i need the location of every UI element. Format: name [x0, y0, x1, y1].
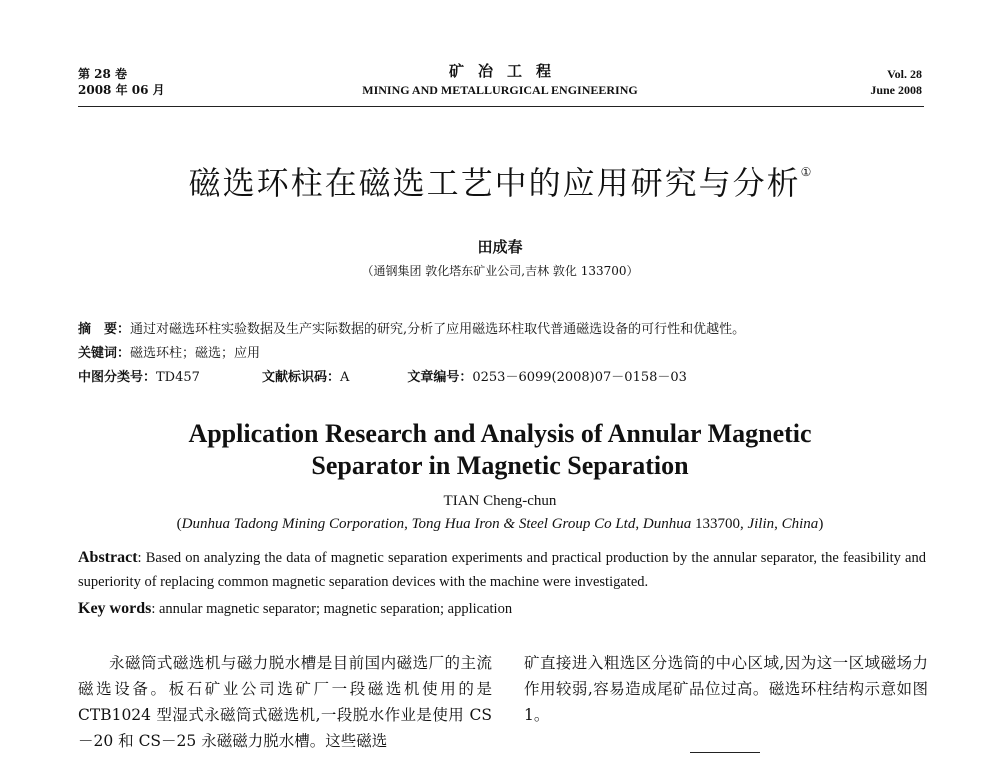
header-right: [870, 66, 922, 98]
volume-cn: 第 28 卷: [78, 67, 128, 81]
date-cn: 2008 年 06 月: [78, 83, 165, 97]
affil-org1: Dunhua Tadong Mining Corporation: [181, 516, 405, 532]
classification-row: [78, 366, 687, 385]
paper-title-cn: [0, 158, 1000, 204]
title-footnote-mark: ①: [800, 165, 812, 179]
keywords-en-label: Key words: [78, 600, 152, 617]
clc-number: TD457: [156, 370, 200, 385]
keywords-en-text: annular magnetic separator; magnetic separation; application: [158, 601, 513, 617]
date-en: June 2008: [870, 83, 922, 97]
affil-sep3: ,: [739, 516, 748, 532]
abstract-en: [78, 546, 926, 594]
affil-sep2: ,: [635, 516, 643, 532]
journal-title-cn: 矿冶工程: [448, 62, 565, 80]
article-number-label: 文章编号：: [407, 370, 473, 385]
affil-province: Jilin: [747, 516, 775, 532]
keywords-en: [78, 600, 512, 618]
keywords-cn-label: 关键词：: [78, 346, 131, 361]
affiliation-cn: （通钢集团 敦化塔东矿业公司,吉林 敦化 133700）: [361, 264, 639, 278]
abstract-en-text: Based on analyzing the data of magnetic separation experiments and practical production by the annular separator, the feasibility and superiority of replacing common magnetic separation devices with the machine were investigated.: [78, 550, 926, 590]
affil-sep1: ,: [404, 516, 412, 532]
body-paragraph-right: 矿直接进入粗选区分选筒的中心区域,因为这一区域磁场力作用较弱,容易造成尾矿品位过高。磁选环柱结构示意如图 1。: [524, 654, 928, 724]
paper-title-en-line2: Separator in Magnetic Separation: [311, 451, 689, 480]
paper-title-en: [0, 418, 1000, 482]
body-paragraph-left: 永磁筒式磁选机与磁力脱水槽是目前国内磁选厂的主流磁选设备。板石矿业公司选矿厂一段磁选机使用的是 CTB1024 型湿式永磁筒式磁选机,一段脱水作业是使用 CS－20 和 CS－25 永磁磁力脱水槽。这些磁选: [78, 654, 492, 750]
abstract-cn-label: 摘 要：: [78, 322, 131, 337]
doc-code: A: [339, 370, 350, 385]
header-center: [330, 60, 670, 98]
header-left: [78, 66, 165, 98]
keywords-cn-text: 磁选环柱；磁选；应用: [130, 346, 261, 361]
keywords-cn: [78, 342, 260, 361]
keywords-en-colon: :: [151, 601, 159, 617]
paper-title-en-line1: Application Research and Analysis of Annular Magnetic: [188, 419, 812, 448]
volume-en: Vol. 28: [887, 67, 922, 81]
abstract-cn-text: 通过对磁选环柱实验数据及生产实际数据的研究,分析了应用磁选环柱取代普通磁选设备的可行性和优越性。: [130, 322, 746, 337]
header-rule: [78, 106, 924, 107]
paper-title-cn-text: 磁选环柱在磁选工艺中的应用研究与分析: [188, 164, 801, 202]
clc-label: 中图分类号：: [78, 370, 157, 385]
body-column-right: [524, 650, 928, 728]
article-number: 0253－6099(2008)07－0158－03: [472, 370, 687, 385]
figure-top-rule: [690, 752, 760, 753]
affil-zip: 133700: [691, 516, 740, 532]
affil-sep4: ,: [774, 516, 782, 532]
body-column-left: [78, 650, 492, 754]
author-cn: 田成春: [477, 238, 523, 256]
abstract-cn: [78, 318, 745, 337]
affil-city: Dunhua: [642, 516, 692, 532]
abstract-en-colon: :: [137, 550, 146, 566]
affil-country: China: [781, 516, 819, 532]
affil-open-paren: (: [176, 516, 182, 532]
journal-title-en: MINING AND METALLURGICAL ENGINEERING: [362, 83, 638, 97]
affil-org2: Tong Hua Iron & Steel Group Co Ltd: [411, 516, 636, 532]
affiliation-en: [0, 516, 1000, 533]
abstract-en-label: Abstract: [78, 549, 138, 566]
doc-code-label: 文献标识码：: [261, 370, 340, 385]
affil-close-paren: ): [818, 516, 824, 532]
author-en: TIAN Cheng-chun: [443, 493, 557, 509]
